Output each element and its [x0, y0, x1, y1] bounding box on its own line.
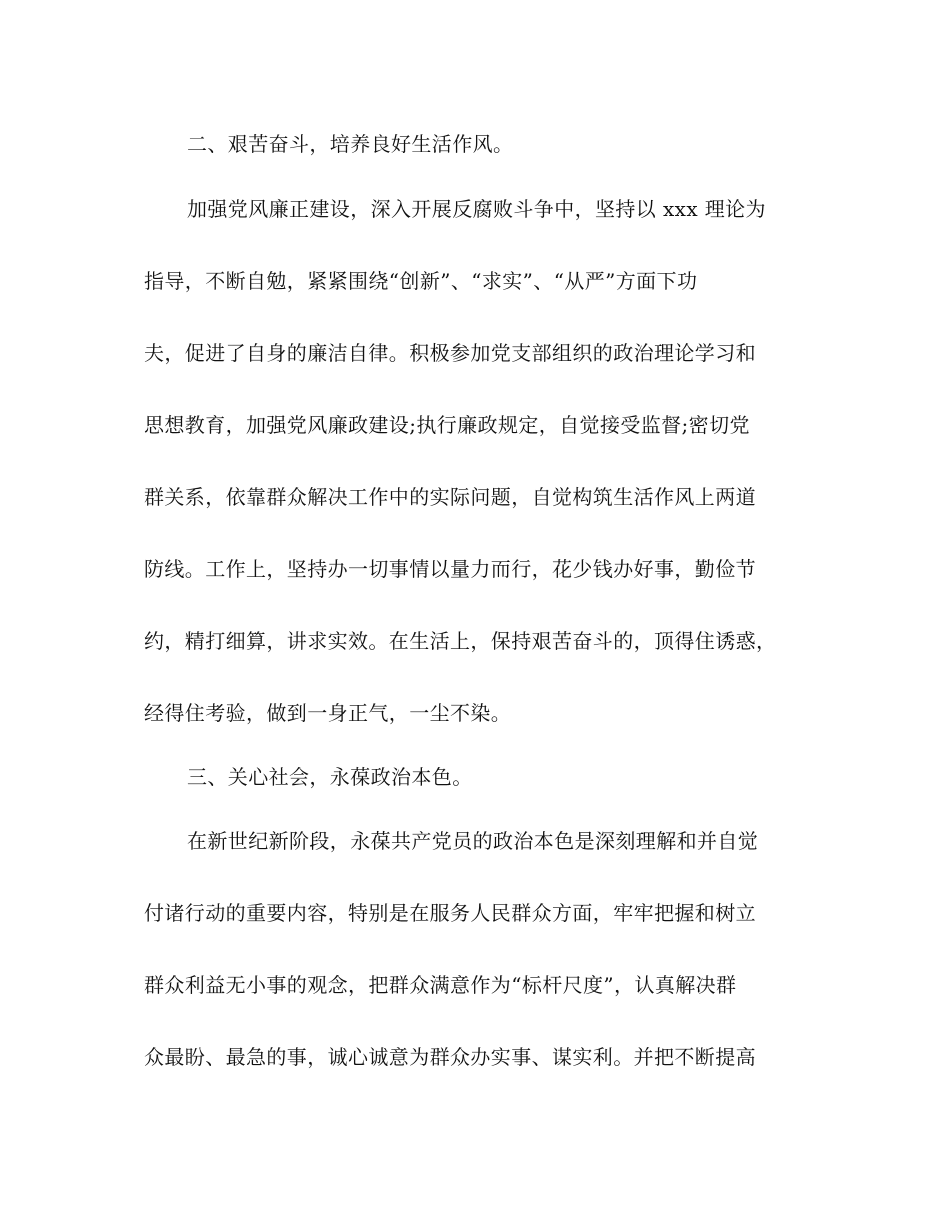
- paragraph-line: 在新世纪新阶段，永葆共产党员的政治本色是深刻理解和并自觉: [187, 829, 759, 853]
- paragraph-line: 众最盼、最急的事，诚心诚意为群众办实事、谋实利。并把不断提高: [144, 1045, 756, 1069]
- paragraph-line: 经得住考验，做到一身正气，一尘不染。: [144, 701, 512, 725]
- section-heading-3: 三、关心社会，永葆政治本色。: [187, 765, 473, 789]
- paragraph-line: 付诸行动的重要内容，特别是在服务人民群众方面，牢牢把握和树立: [144, 901, 756, 925]
- paragraph-line: 指导，不断自勉，紧紧围绕“创新”、“求实”、“从严”方面下功: [144, 269, 698, 293]
- section-heading-2: 二、艰苦奋斗，培养良好生活作风。: [187, 132, 514, 156]
- paragraph-line: 加强党风廉正建设，深入开展反腐败斗争中，坚持以 xxx 理论为: [187, 197, 766, 221]
- paragraph-line: 约，精打细算，讲求实效。在生活上，保持艰苦奋斗的，顶得住诱惑，: [144, 629, 777, 653]
- paragraph-line: 思想教育，加强党风廉政建设;执行廉政规定，自觉接受监督;密切党: [144, 413, 750, 437]
- paragraph-line: 防线。工作上，坚持办一切事情以量力而行，花少钱办好事，勤俭节: [144, 557, 756, 581]
- paragraph-line: 群众利益无小事的观念，把群众满意作为“标杆尺度”，认真解决群: [144, 973, 737, 997]
- paragraph-line: 夫，促进了自身的廉洁自律。积极参加党支部组织的政治理论学习和: [144, 341, 756, 365]
- paragraph-line: 群关系，依靠群众解决工作中的实际问题，自觉构筑生活作风上两道: [144, 485, 756, 509]
